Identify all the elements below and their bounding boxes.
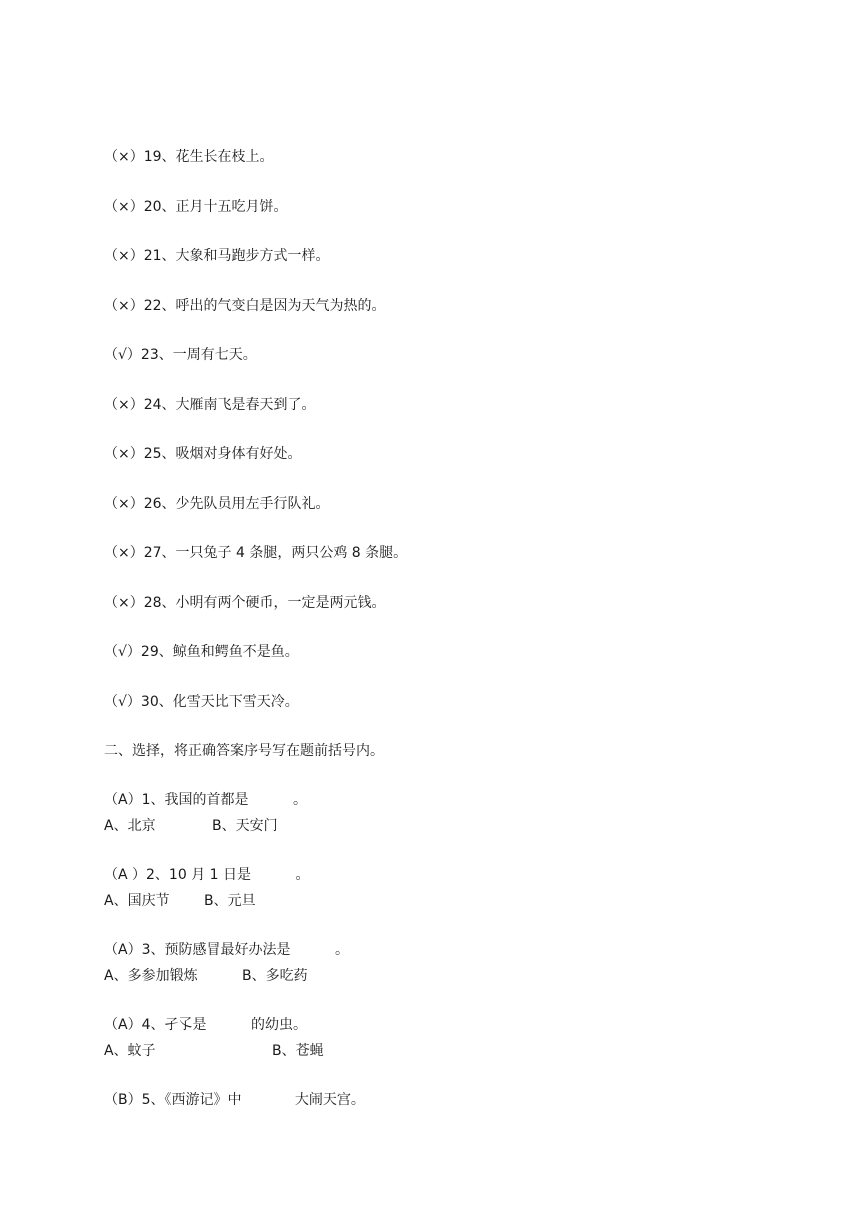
choice-question: （B）5、《西游记》中 大闹天宫。 [104, 1092, 365, 1108]
judgment-item [104, 296, 386, 316]
question-text: 26、少先队员用左手行队礼。 [143, 496, 330, 512]
judgment-item [104, 444, 302, 464]
question-text: 24、大雁南飞是春天到了。 [143, 397, 316, 413]
answer-mark: （×） [104, 397, 144, 413]
answer-mark: （×） [104, 446, 144, 462]
option-a: A、多参加锻炼 [104, 968, 198, 984]
answer-mark: （√） [104, 347, 141, 363]
choice-question: （A）1、我国的首都是 。 [104, 792, 307, 808]
answer-mark: （√） [104, 644, 141, 660]
question-text: 28、小明有两个硬币，一定是两元钱。 [143, 595, 386, 611]
answer-mark: （×） [104, 248, 144, 264]
choice-question: （A ）2、10 月 1 日是 。 [104, 867, 310, 883]
answer-mark: （√） [104, 694, 141, 710]
judgment-item [104, 593, 386, 613]
question-text: 19、花生长在枝上。 [143, 149, 274, 165]
judgment-item [104, 543, 407, 563]
question-text: 29、鲸鱼和鳄鱼不是鱼。 [140, 644, 299, 660]
option-a: A、北京 [104, 818, 156, 834]
answer-mark: （×） [104, 298, 144, 314]
option-a: A、国庆节 [104, 893, 170, 909]
answer-mark: （×） [104, 149, 144, 165]
option-b: B、天安门 [212, 818, 278, 834]
section-heading: 二、选择，将正确答案序号写在题前括号内。 [104, 743, 384, 759]
judgment-item [104, 395, 316, 415]
judgment-item [104, 642, 299, 662]
judgment-item [104, 494, 330, 514]
answer-mark: （×） [104, 199, 144, 215]
option-b: B、苍蝇 [272, 1043, 324, 1059]
option-a: A、蚊子 [104, 1043, 156, 1059]
judgment-item [104, 345, 257, 365]
question-text: 23、一周有七天。 [140, 347, 257, 363]
question-text: 25、吸烟对身体有好处。 [143, 446, 302, 462]
judgment-item [104, 246, 330, 266]
question-text: 30、化雪天比下雪天冷。 [140, 694, 299, 710]
answer-mark: （×） [104, 496, 144, 512]
judgment-item [104, 692, 299, 712]
judgment-item [104, 147, 274, 167]
question-text: 20、正月十五吃月饼。 [143, 199, 288, 215]
choice-question: （A）3、预防感冒最好办法是 。 [104, 942, 349, 958]
answer-mark: （×） [104, 545, 144, 561]
question-text: 22、呼出的气变白是因为天气为热的。 [143, 298, 386, 314]
question-text: 21、大象和马跑步方式一样。 [143, 248, 330, 264]
judgment-item [104, 197, 288, 217]
choice-question: （A）4、孑孓是 的幼虫。 [104, 1017, 307, 1033]
option-b: B、多吃药 [242, 968, 308, 984]
question-text: 27、一只兔子 4 条腿，两只公鸡 8 条腿。 [143, 545, 408, 561]
option-b: B、元旦 [204, 893, 256, 909]
answer-mark: （×） [104, 595, 144, 611]
